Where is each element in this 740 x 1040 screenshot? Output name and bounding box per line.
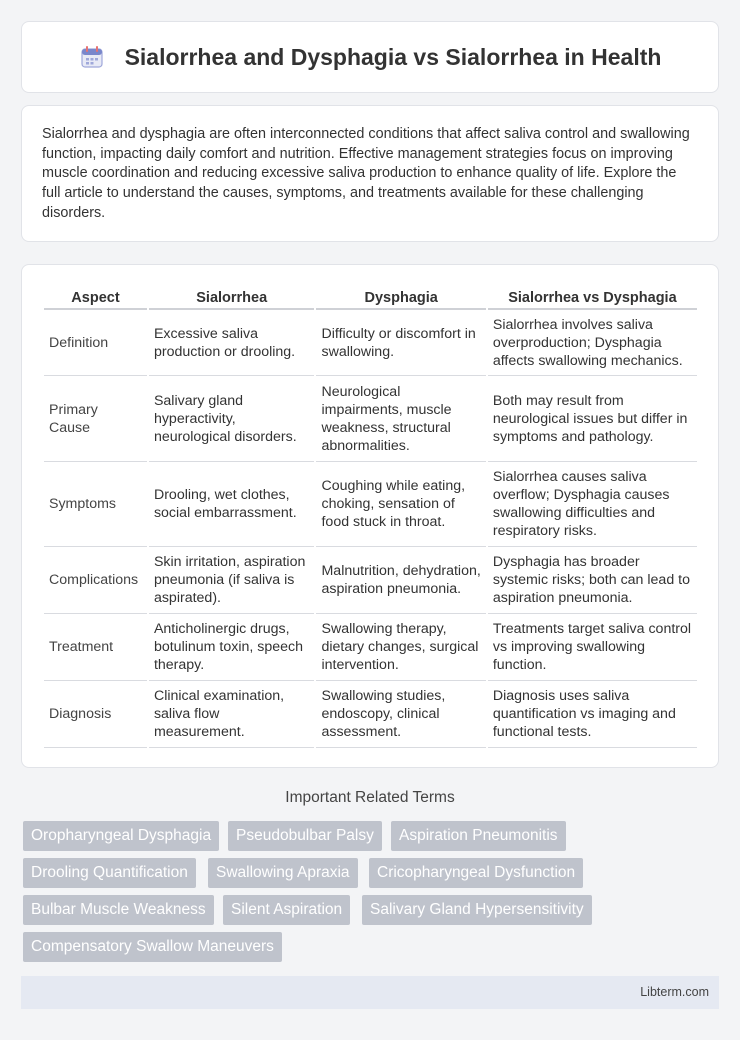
header-aspect: Aspect <box>44 283 147 310</box>
related-term-tag[interactable]: Aspiration Pneumonitis <box>391 821 566 851</box>
related-term-tag[interactable]: Salivary Gland Hypersensitivity <box>362 895 592 925</box>
row-sialorrhea: Clinical examination, saliva flow measurement. <box>149 681 315 748</box>
related-term-tag[interactable]: Pseudobulbar Palsy <box>228 821 382 851</box>
table-row <box>44 376 697 462</box>
row-comparison: Diagnosis uses saliva quantification vs imaging and functional tests. <box>488 681 697 748</box>
row-comparison: Sialorrhea involves saliva overproduction; Dysphagia affects swallowing mechanics. <box>488 310 697 376</box>
table-row <box>44 681 697 748</box>
row-dysphagia: Swallowing therapy, dietary changes, surgical intervention. <box>316 614 485 681</box>
header-sialorrhea: Sialorrhea <box>149 283 315 310</box>
row-sialorrhea: Skin irritation, aspiration pneumonia (if saliva is aspirated). <box>149 547 315 614</box>
row-comparison: Both may result from neurological issues but differ in symptoms and pathology. <box>488 376 697 462</box>
row-sialorrhea: Excessive saliva production or drooling. <box>149 310 315 376</box>
row-dysphagia: Malnutrition, dehydration, aspiration pneumonia. <box>316 547 485 614</box>
row-aspect: Symptoms <box>44 462 147 547</box>
row-aspect: Primary Cause <box>44 376 147 462</box>
row-aspect: Definition <box>44 310 147 376</box>
row-aspect: Diagnosis <box>44 681 147 748</box>
row-comparison: Dysphagia has broader systemic risks; both can lead to aspiration pneumonia. <box>488 547 697 614</box>
intro-card <box>21 105 719 242</box>
header-dysphagia: Dysphagia <box>316 283 485 310</box>
row-dysphagia: Neurological impairments, muscle weakness, structural abnormalities. <box>316 376 485 462</box>
row-sialorrhea: Anticholinergic drugs, botulinum toxin, speech therapy. <box>149 614 315 681</box>
row-sialorrhea: Drooling, wet clothes, social embarrassment. <box>149 462 315 547</box>
table-row <box>44 310 697 376</box>
row-dysphagia: Coughing while eating, choking, sensation of food stuck in throat. <box>316 462 485 547</box>
table-row <box>44 462 697 547</box>
footer-site-link[interactable]: Libterm.com <box>640 985 709 999</box>
row-aspect: Complications <box>44 547 147 614</box>
related-terms-heading: Important Related Terms <box>285 789 455 806</box>
footer <box>21 976 719 1009</box>
comparison-table-card <box>21 264 719 768</box>
table-row <box>44 547 697 614</box>
row-comparison: Sialorrhea causes saliva overflow; Dysphagia causes swallowing difficulties and respiratory risks. <box>488 462 697 547</box>
title-card <box>21 21 719 93</box>
related-term-tag[interactable]: Silent Aspiration <box>223 895 350 925</box>
page-title: Sialorrhea and Dysphagia vs Sialorrhea in Health <box>124 43 662 70</box>
row-aspect: Treatment <box>44 614 147 681</box>
related-term-tag[interactable]: Compensatory Swallow Maneuvers <box>23 932 282 962</box>
row-sialorrhea: Salivary gland hyperactivity, neurological disorders. <box>149 376 315 462</box>
table-row <box>44 614 697 681</box>
related-term-tag[interactable]: Bulbar Muscle Weakness <box>23 895 214 925</box>
related-term-tag[interactable]: Oropharyngeal Dysphagia <box>23 821 219 851</box>
row-dysphagia: Difficulty or discomfort in swallowing. <box>316 310 485 376</box>
related-term-tag[interactable]: Cricopharyngeal Dysfunction <box>369 858 583 888</box>
related-term-tag[interactable]: Swallowing Apraxia <box>208 858 358 888</box>
intro-text: Sialorrhea and dysphagia are often interconnected conditions that affect saliva control and swallowing function, impacting daily comfort and nutrition. Effective management strategies focus on improving muscle coordination and reducing excessive saliva production to enhance quality of life. Explore the full article to understand the causes, symptoms, and treatments available for these challenging disorders. <box>42 126 690 221</box>
header-comparison: Sialorrhea vs Dysphagia <box>488 283 697 310</box>
calendar-icon <box>79 44 105 70</box>
row-dysphagia: Swallowing studies, endoscopy, clinical assessment. <box>316 681 485 748</box>
table-header-row <box>44 283 697 310</box>
row-comparison: Treatments target saliva control vs improving swallowing function. <box>488 614 697 681</box>
comparison-table <box>42 283 699 748</box>
related-term-tag[interactable]: Drooling Quantification <box>23 858 196 888</box>
